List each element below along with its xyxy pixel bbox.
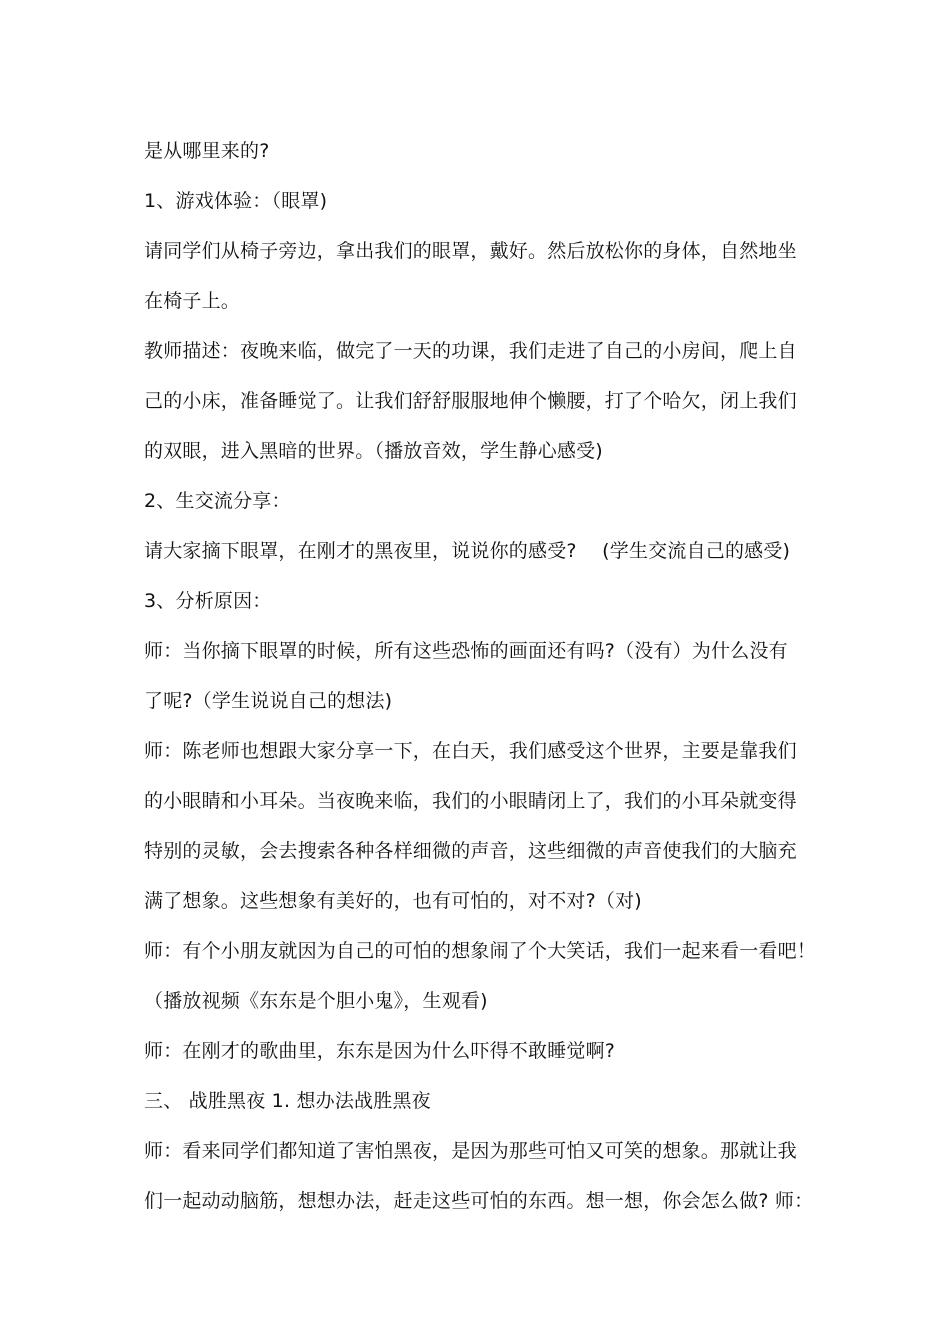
text-line: 师：陈老师也想跟大家分享一下，在白天，我们感受这个世界，主要是靠我们: [144, 740, 797, 762]
text-line: 们一起动动脑筋，想想办法，赶走这些可怕的东西。想一想，你会怎么做? 师：: [144, 1190, 814, 1212]
text-line: 是从哪里来的?: [144, 140, 270, 162]
text-line: 特别的灵敏，会去搜索各种各样细微的声音，这些细微的声音使我们的大脑充: [144, 840, 797, 862]
text-line: （播放视频《东东是个胆小鬼》，生观看): [144, 990, 488, 1012]
text-line: 2、生交流分享：: [144, 490, 291, 512]
text-line: 请大家摘下眼罩，在刚才的黑夜里，说说你的感受? (学生交流自己的感受): [144, 540, 791, 562]
text-line: 满了想象。这些想象有美好的，也有可怕的，对不对?（对): [144, 890, 642, 912]
text-line: 师：当你摘下眼罩的时候，所有这些恐怖的画面还有吗?（没有）为什么没有: [144, 640, 788, 662]
section-heading: 三、 战胜黑夜 1. 想办法战胜黑夜: [144, 1090, 431, 1112]
text-line: 在椅子上。: [144, 290, 241, 312]
text-line: 教师描述：夜晚来临，做完了一天的功课，我们走进了自己的小房间，爬上自: [144, 340, 797, 362]
text-line: 1、游戏体验：（眼罩): [144, 190, 328, 212]
text-line: 师：在刚才的歌曲里，东东是因为什么吓得不敢睡觉啊?: [144, 1040, 616, 1062]
text-line: 的双眼，进入黑暗的世界。（播放音效，学生静心感受): [144, 440, 603, 462]
text-line: 请同学们从椅子旁边，拿出我们的眼罩，戴好。然后放松你的身体，自然地坐: [144, 240, 797, 262]
text-line: 己的小床，准备睡觉了。让我们舒舒服服地伸个懒腰，打了个哈欠，闭上我们: [144, 390, 797, 412]
text-line: 的小眼睛和小耳朵。当夜晚来临，我们的小眼睛闭上了，我们的小耳朵就变得: [144, 790, 797, 812]
text-line: 3、分析原因：: [144, 590, 272, 612]
text-line: 师：有个小朋友就因为自己的可怕的想象闹了个大笑话，我们一起来看一看吧！: [144, 940, 817, 962]
text-line: 了呢?（学生说说自己的想法): [144, 690, 393, 712]
text-line: 师：看来同学们都知道了害怕黑夜，是因为那些可怕又可笑的想象。那就让我: [144, 1140, 797, 1162]
